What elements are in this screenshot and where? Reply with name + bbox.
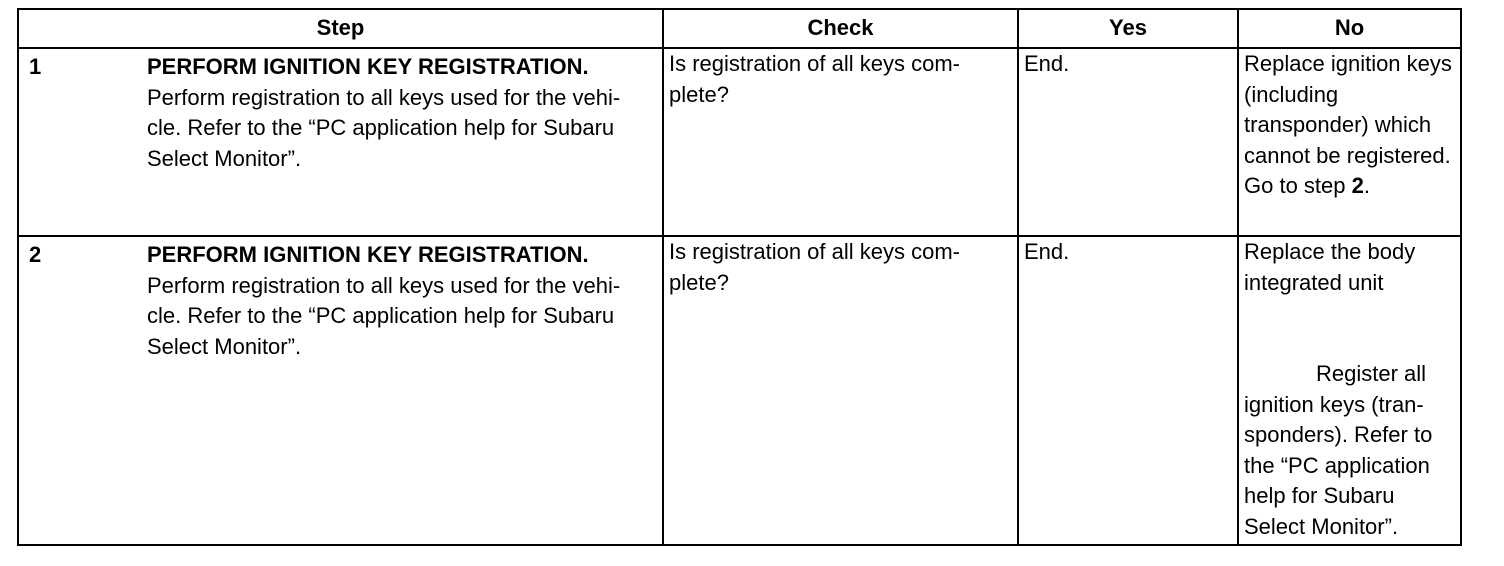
header-step: Step (18, 9, 663, 48)
step-description: Perform registration to all keys used for the vehi-cle. Refer to the “PC application help for Subaru Select Monitor”. (147, 272, 621, 359)
step-title: PERFORM IGNITION KEY REGISTRATION. (147, 242, 589, 267)
header-yes: Yes (1018, 9, 1238, 48)
no-action-text: Replace the body integrated unit (1244, 239, 1416, 295)
step-title: PERFORM IGNITION KEY REGISTRATION. (147, 54, 589, 79)
header-no: No (1238, 9, 1461, 48)
check-cell: Is registration of all keys com-plete? (663, 236, 1018, 545)
yes-cell: End. (1018, 236, 1238, 545)
step-reference: 2 (1351, 173, 1364, 198)
no-action-text: Replace ignition keys (including transponder) which cannot be registered. Go to step (1244, 51, 1452, 198)
step-number: 2 (29, 242, 42, 267)
step-description: Perform registration to all keys used for the vehi-cle. Refer to the “PC application help for Subaru Select Monitor”. (147, 84, 621, 171)
no-action-text-2: Register all ignition keys (tran-sponders). Refer to the “PC application help for Subaru Select Monitor”. (1244, 361, 1433, 539)
table-row (18, 48, 1461, 236)
table-header-row (18, 9, 1461, 48)
yes-cell: End. (1018, 48, 1238, 236)
header-check: Check (663, 9, 1018, 48)
no-cell (1238, 236, 1461, 545)
step-number: 1 (29, 54, 42, 79)
no-cell (1238, 48, 1461, 236)
table-row (18, 236, 1461, 545)
step-cell (18, 236, 663, 545)
check-cell: Is registration of all keys com-plete? (663, 48, 1018, 236)
diagnostic-procedure-table (17, 8, 1462, 546)
no-action-spacer (1244, 298, 1455, 359)
step-cell (18, 48, 663, 236)
no-action-end: . (1363, 173, 1371, 198)
